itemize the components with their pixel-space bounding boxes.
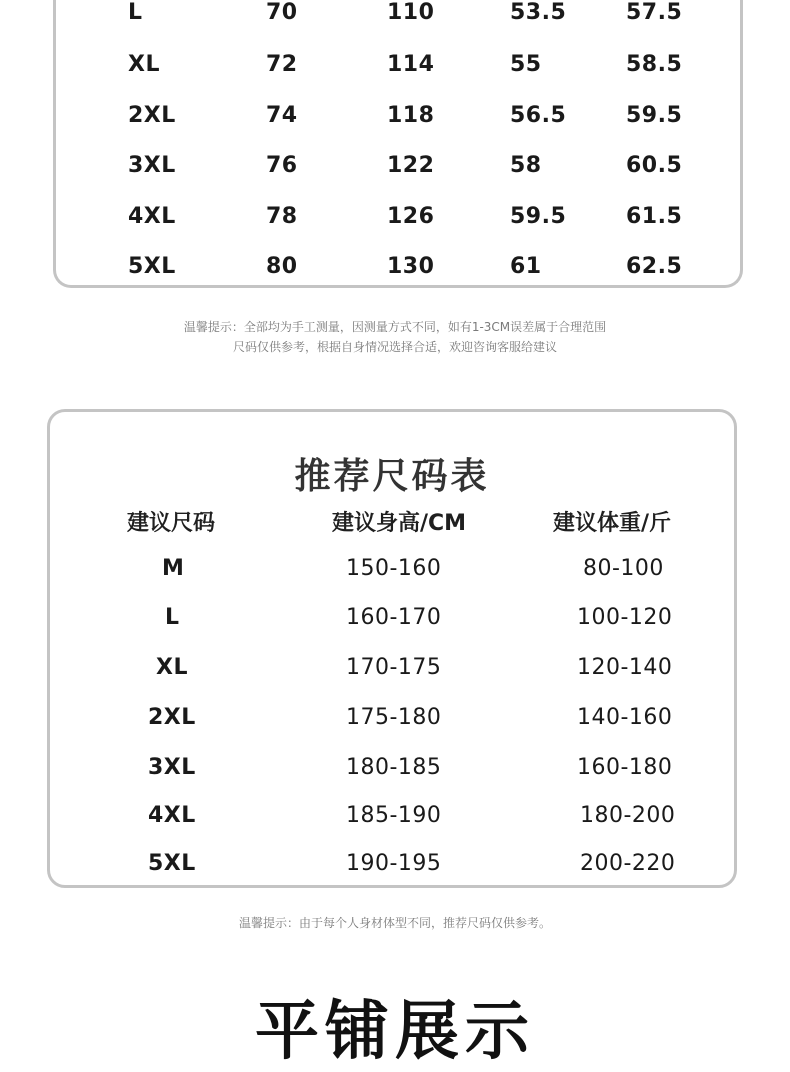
table-row (50, 651, 734, 685)
table-row (56, 48, 740, 82)
measure-note-line-1: 温馨提示：全部均为手工测量，因测量方式不同，如有1-3CM误差属于合理范围 (183, 320, 607, 334)
table-row (56, 250, 740, 284)
table-row (50, 799, 734, 833)
size-cell: 3XL (148, 755, 196, 780)
table-cell: 60.5 (626, 153, 683, 178)
table-cell: 58.5 (626, 52, 683, 77)
size-cell: 3XL (128, 153, 176, 178)
recommend-title: 推荐尺码表 (294, 456, 490, 497)
table-cell: 126 (387, 204, 435, 229)
weight-cell: 80-100 (583, 556, 664, 581)
table-row (50, 751, 734, 785)
weight-cell: 120-140 (577, 655, 673, 680)
size-cell: M (162, 556, 185, 581)
size-cell: XL (156, 655, 188, 680)
table-cell: 78 (266, 204, 298, 229)
recommend-note: 温馨提示：由于每个人身材体型不同，推荐尺码仅供参考。 (238, 916, 551, 930)
size-cell: 4XL (128, 204, 176, 229)
table-row (56, 0, 740, 30)
table-row (56, 99, 740, 133)
table-cell: 130 (387, 254, 435, 279)
height-cell: 180-185 (346, 755, 442, 780)
weight-cell: 100-120 (577, 605, 673, 630)
weight-cell: 200-220 (580, 851, 676, 876)
table-row (56, 149, 740, 183)
table-cell: 122 (387, 153, 435, 178)
table-cell: 76 (266, 153, 298, 178)
size-cell: XL (128, 52, 160, 77)
height-cell: 185-190 (346, 803, 442, 828)
table-cell: 56.5 (510, 103, 567, 128)
size-cell: 4XL (148, 803, 196, 828)
height-cell: 150-160 (346, 556, 442, 581)
height-cell: 175-180 (346, 705, 442, 730)
table-cell: 114 (387, 52, 435, 77)
table-row (56, 200, 740, 234)
table-cell: 59.5 (626, 103, 683, 128)
table-cell: 53.5 (510, 0, 567, 25)
header-size: 建议尺码 (127, 511, 216, 536)
table-cell: 57.5 (626, 0, 683, 25)
header-height: 建议身高/CM (332, 511, 467, 536)
weight-cell: 140-160 (577, 705, 673, 730)
height-cell: 170-175 (346, 655, 442, 680)
section-heading: 平铺展示 (255, 995, 535, 1069)
size-cell: L (128, 0, 143, 25)
size-cell: 5XL (148, 851, 196, 876)
table-cell: 59.5 (510, 204, 567, 229)
measure-note-line-2: 尺码仅供参考，根据自身情况选择合适，欢迎咨询客服给建议 (232, 340, 557, 354)
size-cell: 5XL (128, 254, 176, 279)
table-cell: 80 (266, 254, 298, 279)
table-cell: 55 (510, 52, 542, 77)
size-cell: L (165, 605, 180, 630)
table-row (50, 847, 734, 881)
table-cell: 62.5 (626, 254, 683, 279)
header-weight: 建议体重/斤 (553, 511, 672, 536)
table-cell: 61 (510, 254, 542, 279)
table-cell: 72 (266, 52, 298, 77)
table-cell: 61.5 (626, 204, 683, 229)
weight-cell: 160-180 (577, 755, 673, 780)
recommend-size-table (47, 409, 737, 888)
table-cell: 110 (387, 0, 435, 25)
table-cell: 74 (266, 103, 298, 128)
size-cell: 2XL (148, 705, 196, 730)
table-cell: 118 (387, 103, 435, 128)
table-cell: 70 (266, 0, 298, 25)
table-row (50, 552, 734, 586)
height-cell: 160-170 (346, 605, 442, 630)
size-cell: 2XL (128, 103, 176, 128)
height-cell: 190-195 (346, 851, 442, 876)
table-row (50, 601, 734, 635)
measure-note (0, 317, 790, 357)
size-table (53, 0, 743, 288)
weight-cell: 180-200 (580, 803, 676, 828)
table-cell: 58 (510, 153, 542, 178)
table-row (50, 701, 734, 735)
